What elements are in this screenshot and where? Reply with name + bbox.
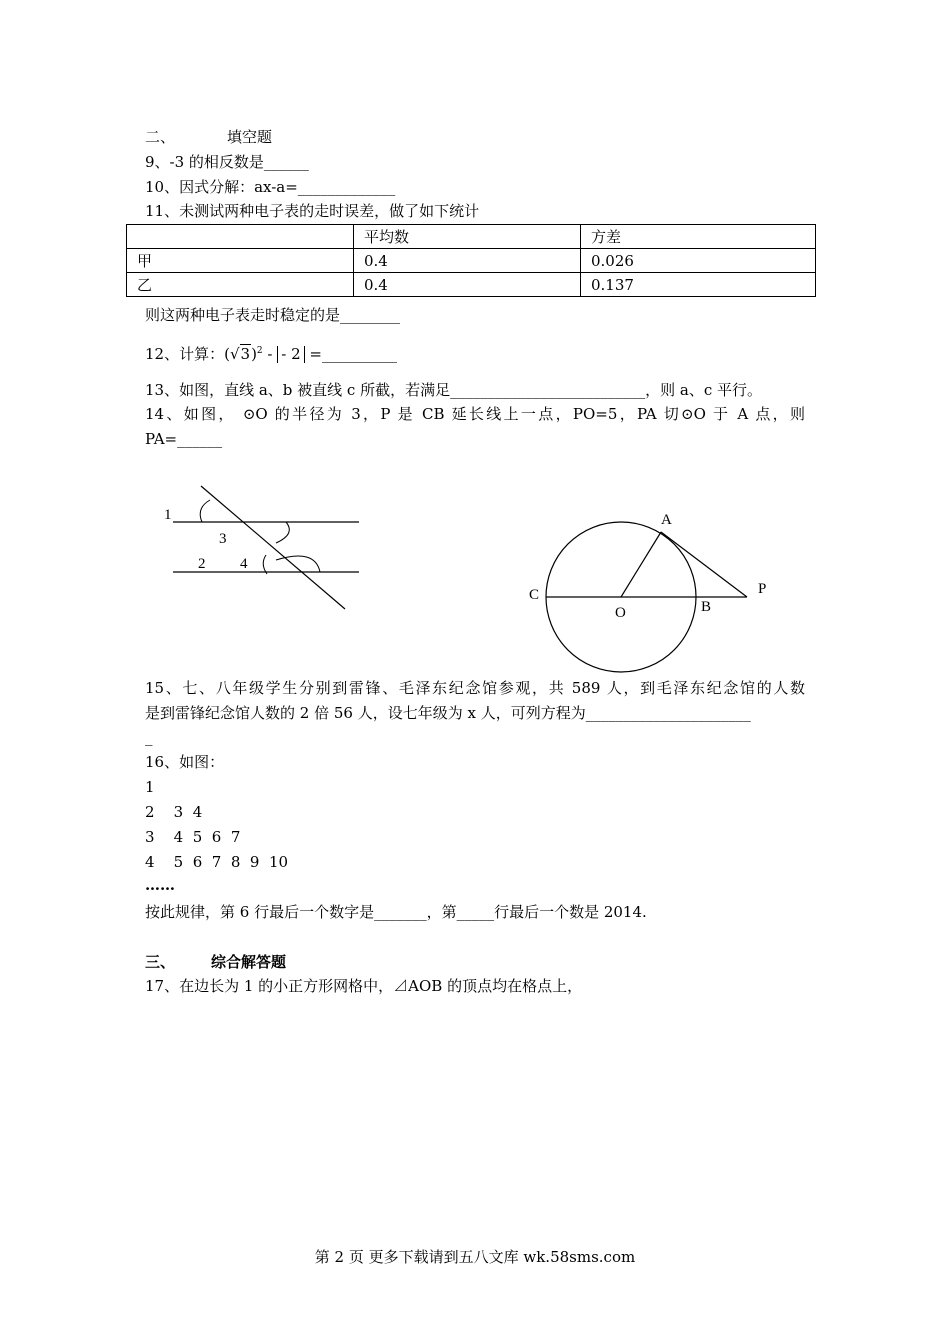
parallel-lines-figure [150,478,370,618]
point-label-a: A [661,512,672,528]
angle-1-arc [200,500,210,522]
stats-table [126,224,816,297]
question-14-line-2: PA=______ [145,430,223,448]
table-header-row [127,225,816,249]
point-label-o: O [615,605,626,621]
tangent-pa [661,532,747,597]
square-root [230,344,251,364]
angle-2-arc [263,555,267,574]
table-header-cell: 平均数 [354,225,581,249]
angle-3-arc [276,522,289,543]
ellipsis: …… [145,876,175,894]
question-13: 13、如图，直线 a、b 被直线 c 所截，若满足__________________________，则 a、c 平行。 [145,381,762,399]
question-10: 10、因式分解：ax-a=_____________ [145,178,396,196]
question-15-line-2: 是到雷锋纪念馆人数的 2 倍 56 人，设七年级为 x 人，可列方程为______________________ [145,704,751,722]
table-cell: 0.137 [581,273,816,297]
question-16-prompt: 按此规律，第 6 行最后一个数字是_______，第_____行最后一个数是 2014. [145,903,647,921]
table-header-cell [127,225,354,249]
number-row: 4 5 6 7 8 9 10 [145,853,289,871]
table-cell: 0.4 [354,273,581,297]
section-3-title: 综合解答题 [211,953,287,971]
angle-label-3: 3 [219,531,227,547]
question-15-line-3: _ [145,728,153,746]
question-9: 9、-3 的相反数是______ [145,153,309,171]
table-cell: 甲 [127,249,354,273]
angle-label-1: 1 [164,507,172,523]
section-2-heading [145,127,272,147]
point-label-p: P [758,581,767,597]
section-3-heading [145,952,286,972]
section-2-title: 填空题 [227,128,273,146]
page-footer: 第 2 页 更多下载请到五八文库 wk.58sms.com [314,1248,636,1266]
table-cell: 乙 [127,273,354,297]
number-row: 3 4 5 6 7 [145,828,241,846]
angle-label-2: 2 [198,556,206,572]
question-11: 11、未测试两种电子表的走时误差，做了如下统计 [145,202,480,220]
radius-oa [621,532,661,597]
angle-label-4: 4 [240,556,248,572]
point-label-b: B [701,599,712,615]
open-paren: ( [224,345,230,363]
table-cell: 0.4 [354,249,581,273]
question-11-answer: 则这两种电子表走时稳定的是________ [145,306,401,324]
absolute-value: - 2 [277,346,304,363]
number-row: 2 3 4 [145,803,203,821]
question-16-title: 16、如图： [145,753,225,771]
table-row [127,249,816,273]
question-12-prefix: 12、计算： [145,345,225,363]
table-row [127,273,816,297]
circle-tangent-figure [520,505,780,675]
point-label-c: C [529,587,540,603]
table-header-cell: 方差 [581,225,816,249]
close-paren: ) [251,345,257,363]
section-3-number: 三、 [145,953,176,971]
minus-sign: - [262,345,278,363]
question-12 [145,341,397,364]
transversal-c [201,486,345,609]
number-row: 1 [145,778,155,796]
question-15-line-1: 15、七、八年级学生分别到雷锋、毛泽东纪念馆参观，共 589 人，到毛泽东纪念馆的人数 [145,679,805,697]
radicand: 3 [240,345,251,363]
question-14-line-1: 14、如图， ⊙O 的半径为 3，P 是 CB 延长线上一点，PO=5，PA 切⊙O 于 A 点，则 [145,405,805,423]
exponent: 2 [256,346,263,356]
question-17: 17、在边长为 1 的小正方形网格中，⊿AOB 的顶点均在格点上， [145,977,583,995]
table-cell: 0.026 [581,249,816,273]
radical-sign: √ [229,345,240,363]
section-2-number: 二、 [145,128,176,146]
equals-blank: =__________ [304,345,397,363]
